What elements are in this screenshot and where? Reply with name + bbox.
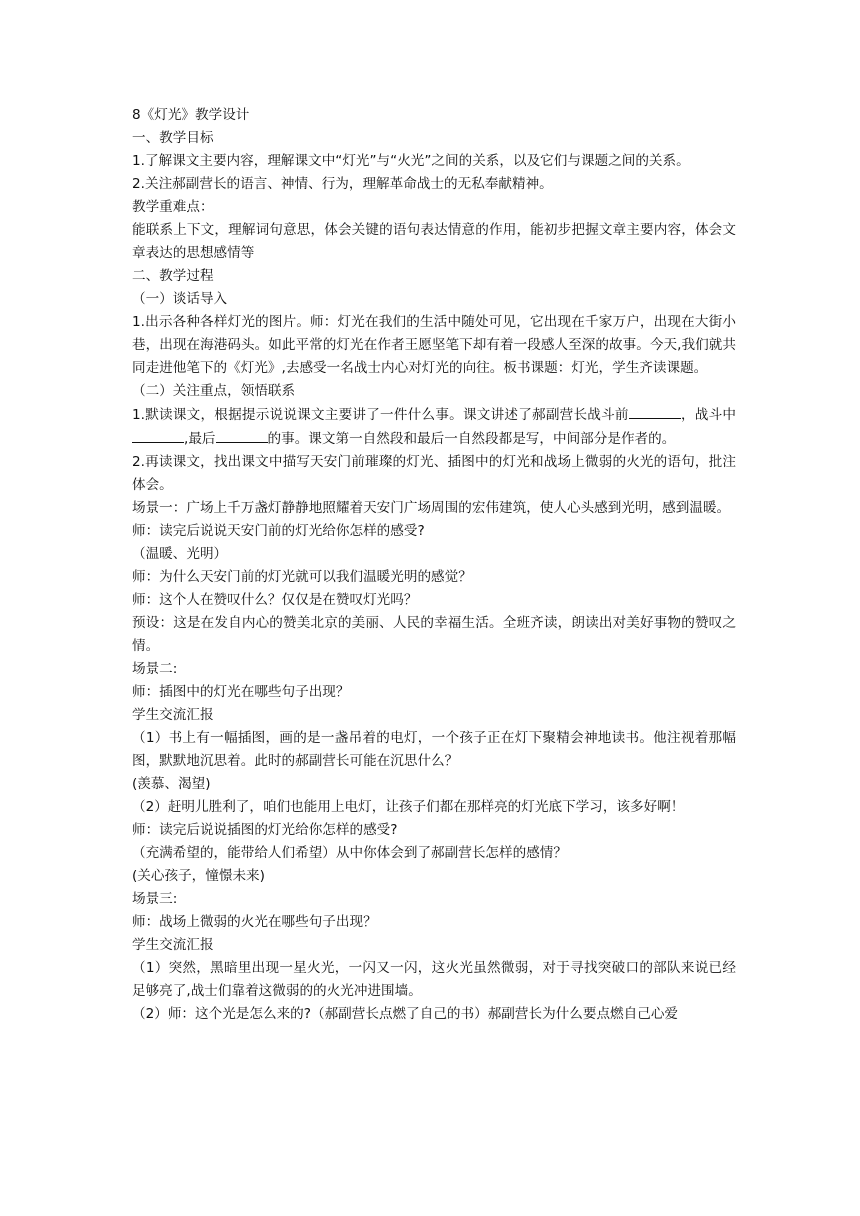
scene2-answer-2: （充满希望的，能带给人们希望）从中你体会到了郝副营长怎样的感情？ <box>132 845 567 861</box>
scene2-question: 师：插图中的灯光在哪些句子出现？ <box>132 684 350 700</box>
scene2-item-2: （2）赶明儿胜利了，咱们也能用上电灯，让孩子们都在那样亮的灯光底下学习，该多好啊！ <box>132 799 685 815</box>
scene2-report: 学生交流汇报 <box>132 707 214 723</box>
scene1-question-1: 师：读完后说说天安门前的灯光给你怎样的感受? <box>132 523 425 539</box>
scene2-answer-1: (羡慕、渴望) <box>132 776 211 792</box>
scene1-text: 场景一：广场上千万盏灯静静地照耀着天安门广场周围的宏伟建筑，使人心头感到光明，感到温暖。 <box>132 500 731 516</box>
part2-heading: （二）关注重点，领悟联系 <box>132 383 296 399</box>
scene2-item-1: （1）书上有一幅插图，画的是一盏吊着的电灯，一个孩子正在灯下聚精会神地读书。他注视着那幅图，默默地沉思着。此时的郝副营长可能在沉思什么？ <box>132 730 736 769</box>
scene2-answer-3: (关心孩子，憧憬未来) <box>132 868 265 884</box>
scene1-question-3: 师：这个人在赞叹什么？仅仅是在赞叹灯光吗？ <box>132 592 418 608</box>
part1-text: 1.出示各种各样灯光的图片。师：灯光在我们的生活中随处可见，它出现在千家万户，出现在大街小巷，出现在海港码头。如此平常的灯光在作者王愿坚笔下却有着一段感人至深的故事。今天,我们就共同走进他笔下的《灯光》,去感受一名战士内心对灯光的向往。板书课题：灯光，学生齐读课题。 <box>132 314 736 376</box>
scene1-preset: 预设：这是在发自内心的赞美北京的美丽、人民的幸福生活。全班齐读，朗读出对美好事物的赞叹之情。 <box>132 615 736 654</box>
section-heading-process: 二、教学过程 <box>132 268 214 284</box>
scene2-question-2: 师：读完后说说插图的灯光给你怎样的感受? <box>132 822 398 838</box>
key-points-text: 能联系上下文，理解词句意思，体会关键的语句表达情意的作用，能初步把握文章主要内容，体会文章表达的思想感情等 <box>132 222 736 261</box>
part2-item2: 2.再读课文，找出课文中描写天安门前璀璨的灯光、插图中的灯光和战场上微弱的火光的语句，批注体会。 <box>132 454 736 493</box>
part2-item1 <box>132 403 736 451</box>
part2-text-b: ，战斗中 <box>680 407 737 423</box>
goal-1: 1.了解课文主要内容，理解课文中“灯光”与“火光”之间的关系，以及它们与课题之间的关系。 <box>132 153 690 169</box>
fill-blank-2 <box>132 427 184 443</box>
goal-2: 2.关注郝副营长的语言、神情、行为，理解革命战士的无私奉献精神。 <box>132 176 553 192</box>
scene1-question-2: 师：为什么天安门前的灯光就可以我们温暖光明的感觉？ <box>132 569 472 585</box>
fill-blank-3 <box>216 427 268 443</box>
part2-text-c: ,最后 <box>184 431 216 447</box>
scene3-report: 学生交流汇报 <box>132 937 214 953</box>
scene3-item-2: （2）师：这个光是怎么来的?（郝副营长点燃了自己的书）郝副营长为什么要点燃自己心爱 <box>132 1006 679 1022</box>
scene2-heading: 场景二: <box>132 661 178 677</box>
key-points-heading: 教学重难点： <box>132 199 214 215</box>
scene3-item-1: （1）突然，黑暗里出现一星火光，一闪又一闪，这火光虽然微弱，对于寻找突破口的部队来说已经足够亮了,战士们靠着这微弱的的火光冲进围墙。 <box>132 960 736 999</box>
fill-blank-1 <box>629 403 681 419</box>
scene3-question: 师：战场上微弱的火光在哪些句子出现？ <box>132 914 377 930</box>
part1-heading: （一）谈话导入 <box>132 291 228 307</box>
document-body <box>132 104 736 1026</box>
scene3-heading: 场景三: <box>132 891 178 907</box>
section-heading-goals: 一、教学目标 <box>132 130 214 146</box>
part2-text-a: 1.默读课文，根据提示说说课文主要讲了一件什么事。课文讲述了郝副营长战斗前 <box>132 407 629 423</box>
part2-text-d: 的事。课文第一自然段和最后一自然段都是写，中间部分是作者的。 <box>267 431 676 447</box>
scene1-answer-1: （温暖、光明） <box>132 546 228 562</box>
document-title: 8《灯光》教学设计 <box>132 107 250 123</box>
